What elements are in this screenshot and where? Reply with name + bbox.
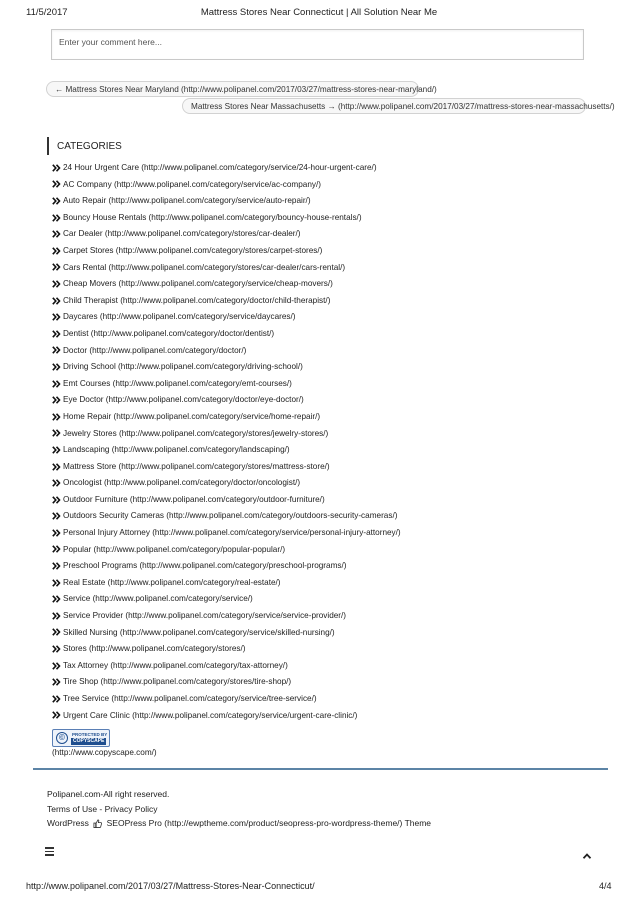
comment-placeholder: Enter your comment here...	[59, 37, 162, 47]
category-item[interactable]	[52, 459, 401, 476]
print-header	[0, 7, 638, 21]
double-chevron-right-icon	[52, 628, 62, 636]
badge-line1: PROTECTED BY	[72, 732, 108, 737]
category-item[interactable]	[52, 508, 401, 525]
category-item[interactable]	[52, 691, 401, 708]
copyscape-link[interactable]: (http://www.copyscape.com/)	[52, 748, 157, 757]
category-link[interactable]: Preschool Programs (http://www.polipanel.com/category/preschool-programs/)	[63, 561, 347, 571]
double-chevron-right-icon	[52, 380, 62, 388]
category-item[interactable]	[52, 343, 401, 360]
print-page-number: 4/4	[599, 881, 612, 891]
terms-links[interactable]: Terms of Use - Privacy Policy	[47, 804, 158, 814]
print-date: 11/5/2017	[26, 7, 68, 18]
category-item[interactable]	[52, 293, 401, 310]
comment-field[interactable]	[51, 29, 584, 60]
category-link[interactable]: AC Company (http://www.polipanel.com/category/service/ac-company/)	[63, 179, 322, 189]
double-chevron-right-icon	[52, 512, 62, 520]
category-link[interactable]: Real Estate (http://www.polipanel.com/category/real-estate/)	[63, 577, 281, 587]
double-chevron-right-icon	[52, 711, 62, 719]
category-link[interactable]: Tax Attorney (http://www.polipanel.com/category/tax-attorney/)	[63, 660, 288, 670]
double-chevron-right-icon	[52, 313, 62, 321]
print-title: Mattress Stores Near Connecticut | All Solution Near Me	[200, 7, 438, 18]
theme-credit-link[interactable]: SEOPress Pro (http://ewptheme.com/product/seopress-pro-wordpress-theme/) Theme	[106, 818, 432, 828]
category-link[interactable]: Oncologist (http://www.polipanel.com/category/doctor/oncologist/)	[63, 478, 301, 488]
category-item[interactable]	[52, 309, 401, 326]
theme-credit	[47, 818, 431, 830]
category-link[interactable]: Outdoor Furniture (http://www.polipanel.com/category/outdoor-furniture/)	[63, 494, 325, 504]
category-link[interactable]: Tire Shop (http://www.polipanel.com/category/stores/tire-shop/)	[63, 677, 292, 687]
category-item[interactable]	[52, 326, 401, 343]
thumbs-up-icon	[93, 819, 102, 830]
category-link[interactable]: Stores (http://www.polipanel.com/category/stores/)	[63, 644, 246, 654]
category-link[interactable]: Personal Injury Attorney (http://www.polipanel.com/category/service/personal-injury-attorney/)	[63, 528, 401, 538]
double-chevron-right-icon	[52, 695, 62, 703]
double-chevron-right-icon	[52, 645, 62, 653]
category-item[interactable]	[52, 376, 401, 393]
category-item[interactable]	[52, 591, 401, 608]
category-link[interactable]: Bouncy House Rentals (http://www.polipanel.com/category/bouncy-house-rentals/)	[63, 212, 362, 222]
category-link[interactable]: Auto Repair (http://www.polipanel.com/category/service/auto-repair/)	[63, 196, 311, 206]
category-link[interactable]: Service Provider (http://www.polipanel.com/category/service/service-provider/)	[63, 611, 347, 621]
category-link[interactable]: Cheap Movers (http://www.polipanel.com/category/service/cheap-movers/)	[63, 279, 333, 289]
double-chevron-right-icon	[52, 230, 62, 238]
prev-post-link[interactable]: ← Mattress Stores Near Maryland (http://www.polipanel.com/2017/03/27/mattress-stores-near-maryland/)	[46, 81, 419, 97]
category-link[interactable]: Mattress Store (http://www.polipanel.com/category/stores/mattress-store/)	[63, 461, 330, 471]
hamburger-menu-icon[interactable]	[45, 847, 54, 856]
category-item[interactable]	[52, 475, 401, 492]
double-chevron-right-icon	[52, 529, 62, 537]
category-link[interactable]: Cars Rental (http://www.polipanel.com/category/stores/car-dealer/cars-rental/)	[63, 262, 346, 272]
wordpress-label[interactable]: WordPress	[47, 818, 89, 828]
double-chevron-right-icon	[52, 612, 62, 620]
category-item[interactable]	[52, 708, 401, 725]
double-chevron-right-icon	[52, 429, 62, 437]
category-item[interactable]	[52, 558, 401, 575]
double-chevron-right-icon	[52, 579, 62, 587]
double-chevron-right-icon	[52, 678, 62, 686]
double-chevron-right-icon	[52, 662, 62, 670]
category-link[interactable]: Skilled Nursing (http://www.polipanel.com/category/service/skilled-nursing/)	[63, 627, 335, 637]
double-chevron-right-icon	[52, 363, 62, 371]
category-link[interactable]: Emt Courses (http://www.polipanel.com/category/emt-courses/)	[63, 378, 292, 388]
chevron-up-icon[interactable]	[582, 847, 592, 855]
category-link[interactable]: Doctor (http://www.polipanel.com/category/doctor/)	[63, 345, 247, 355]
double-chevron-right-icon	[52, 545, 62, 553]
category-link[interactable]: Child Therapist (http://www.polipanel.com/category/doctor/child-therapist/)	[63, 295, 331, 305]
category-item[interactable]	[52, 608, 401, 625]
double-chevron-right-icon	[52, 446, 62, 454]
categories-list	[52, 160, 401, 724]
category-item[interactable]	[52, 442, 401, 459]
category-link[interactable]: Jewelry Stores (http://www.polipanel.com/category/stores/jewelry-stores/)	[63, 428, 329, 438]
category-link[interactable]: Daycares (http://www.polipanel.com/category/service/daycares/)	[63, 312, 296, 322]
badge-line2: COPYSCAPE	[73, 738, 105, 744]
print-footer-url: http://www.polipanel.com/2017/03/27/Mattress-Stores-Near-Connecticut/	[26, 881, 315, 891]
category-item[interactable]	[52, 426, 401, 443]
double-chevron-right-icon	[52, 346, 62, 354]
double-chevron-right-icon	[52, 214, 62, 222]
category-link[interactable]: Driving School (http://www.polipanel.com/category/driving-school/)	[63, 362, 303, 372]
category-item[interactable]	[52, 226, 401, 243]
category-item[interactable]	[52, 392, 401, 409]
category-item[interactable]	[52, 359, 401, 376]
double-chevron-right-icon	[52, 280, 62, 288]
categories-heading: CATEGORIES	[57, 141, 122, 152]
category-link[interactable]: Urgent Care Clinic (http://www.polipanel.com/category/service/urgent-care-clinic/)	[63, 710, 358, 720]
double-chevron-right-icon	[52, 479, 62, 487]
category-link[interactable]: 24 Hour Urgent Care (http://www.polipanel.com/category/service/24-hour-urgent-care/)	[63, 163, 377, 172]
category-link[interactable]: Carpet Stores (http://www.polipanel.com/category/stores/carpet-stores/)	[63, 245, 323, 255]
double-chevron-right-icon	[52, 496, 62, 504]
category-item[interactable]	[52, 658, 401, 675]
double-chevron-right-icon	[52, 562, 62, 570]
category-item[interactable]	[52, 625, 401, 642]
category-item[interactable]	[52, 160, 401, 177]
category-item[interactable]	[52, 492, 401, 509]
category-link[interactable]: Eye Doctor (http://www.polipanel.com/category/doctor/eye-doctor/)	[63, 395, 304, 405]
copyright-text: Polipanel.com-All right reserved.	[47, 789, 170, 799]
footer-divider	[33, 768, 608, 770]
category-link[interactable]: Landscaping (http://www.polipanel.com/category/landscaping/)	[63, 445, 290, 455]
copyright-icon: ©	[56, 732, 68, 744]
category-link[interactable]: Service (http://www.polipanel.com/category/service/)	[63, 594, 253, 604]
double-chevron-right-icon	[52, 413, 62, 421]
categories-accent-bar	[47, 137, 49, 155]
double-chevron-right-icon	[52, 164, 62, 172]
double-chevron-right-icon	[52, 180, 62, 188]
double-chevron-right-icon	[52, 396, 62, 404]
double-chevron-right-icon	[52, 463, 62, 471]
category-link[interactable]: Popular (http://www.polipanel.com/category/popular-popular/)	[63, 544, 286, 554]
double-chevron-right-icon	[52, 263, 62, 271]
category-item[interactable]	[52, 193, 401, 210]
category-link[interactable]: Outdoors Security Cameras (http://www.polipanel.com/category/outdoors-security-cameras/)	[63, 511, 398, 521]
category-item[interactable]	[52, 641, 401, 658]
category-link[interactable]: Home Repair (http://www.polipanel.com/category/service/home-repair/)	[63, 411, 321, 421]
category-link[interactable]: Tree Service (http://www.polipanel.com/category/service/tree-service/)	[63, 694, 317, 703]
double-chevron-right-icon	[52, 595, 62, 603]
category-item[interactable]	[52, 409, 401, 426]
category-link[interactable]: Dentist (http://www.polipanel.com/category/doctor/dentist/)	[63, 328, 275, 338]
category-item[interactable]	[52, 575, 401, 592]
category-item[interactable]	[52, 525, 401, 542]
category-link[interactable]: Car Dealer (http://www.polipanel.com/category/stores/car-dealer/)	[63, 229, 301, 239]
category-item[interactable]	[52, 210, 401, 227]
category-item[interactable]	[52, 243, 401, 260]
category-item[interactable]	[52, 260, 401, 277]
double-chevron-right-icon	[52, 197, 62, 205]
double-chevron-right-icon	[52, 297, 62, 305]
category-item[interactable]	[52, 177, 401, 194]
copyscape-badge[interactable]	[52, 729, 110, 747]
category-item[interactable]	[52, 674, 401, 691]
category-item[interactable]	[52, 542, 401, 559]
next-post-link[interactable]: Mattress Stores Near Massachusetts → (http://www.polipanel.com/2017/03/27/mattress-stores-near-massachusetts/)	[182, 98, 586, 114]
category-item[interactable]	[52, 276, 401, 293]
double-chevron-right-icon	[52, 330, 62, 338]
double-chevron-right-icon	[52, 247, 62, 255]
